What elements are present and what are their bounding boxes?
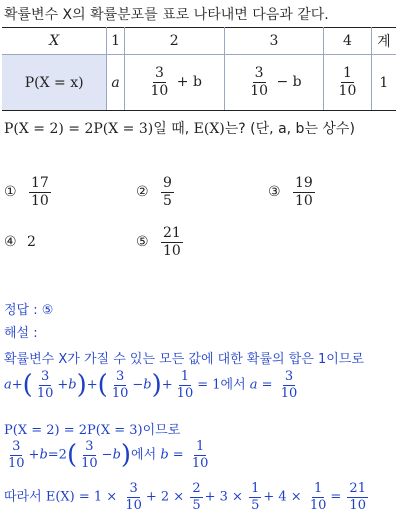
question-line: P(X = 2) = 2P(X = 3)일 때, E(X)는? (단, a, b는 상수) xyxy=(4,121,355,137)
solution-line-4: $\frac{3}{10}$ +b=2( $\frac{3}{10}$ −b)에서 b = $\frac{1}{10}$ xyxy=(8,439,209,471)
table-x-value: 1 xyxy=(107,28,125,55)
table-p-cell: $\frac{1}{10}$ xyxy=(324,55,371,111)
table-header-p: P(X = x) xyxy=(2,55,107,111)
table-p-cell: a xyxy=(107,55,125,111)
explanation-label: 해설 : xyxy=(4,326,38,341)
solution-line-2: a+( $\frac{3}{10}$ +b)+( $\frac{3}{10}$ −b)+ $\frac{1}{10}$ = 1에서 a = $\frac{3}{10}$ xyxy=(4,369,298,401)
table-p-cell: $\frac{3}{10}$ − b xyxy=(224,55,324,111)
choice-5[interactable]: ⑤ $\frac{21}{10}$ xyxy=(136,225,181,259)
table-p-total: 1 xyxy=(371,55,396,111)
table-total-header: 계 xyxy=(371,28,396,55)
choice-3[interactable]: ③ $\frac{19}{10}$ xyxy=(268,175,313,209)
choice-1[interactable]: ① $\frac{17}{10}$ xyxy=(4,175,49,209)
answer-label: 정답 : ⑤ xyxy=(4,303,54,318)
choice-2[interactable]: ② $\frac{9}{5}$ xyxy=(136,175,172,209)
table-header-x: X xyxy=(2,28,107,55)
solution-line-3: P(X = 2) = 2P(X = 3)이므로 xyxy=(4,423,181,438)
probability-table xyxy=(2,27,396,111)
problem-intro: 확률변수 X의 확률분포를 표로 나타내면 다음과 같다. xyxy=(4,7,329,23)
solution-line-1: 확률변수 X가 가질 수 있는 모든 값에 대한 확률의 합은 1이므로 xyxy=(4,352,364,367)
table-x-value: 4 xyxy=(324,28,371,55)
table-x-value: 2 xyxy=(124,28,224,55)
choice-4[interactable]: ④ 2 xyxy=(4,234,36,250)
table-p-cell: $\frac{3}{10}$ + b xyxy=(124,55,224,111)
table-x-value: 3 xyxy=(224,28,324,55)
solution-line-5: 따라서 E(X) = 1 × $\frac{3}{10}$ + 2 × $\frac{2}{5}$ + 3 × $\frac{1}{5}$ + 4 × $\frac{1}{10}$ = $\frac{21}{10}$ xyxy=(4,481,366,513)
